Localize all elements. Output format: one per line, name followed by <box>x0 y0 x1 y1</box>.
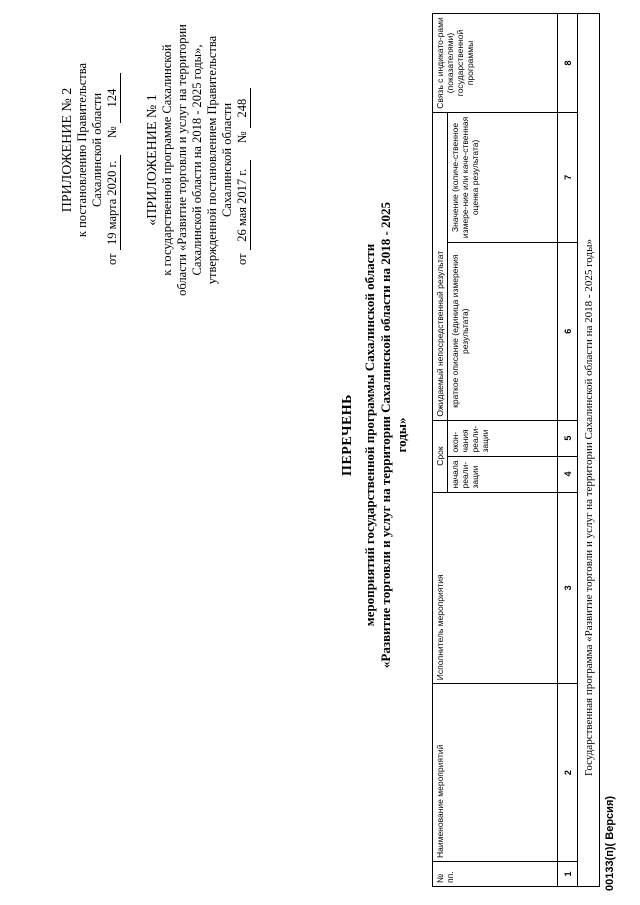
table-number-cell: 3 <box>558 492 578 684</box>
col-expected-short-header: краткое описание (единица измерения результата) <box>448 242 558 420</box>
table-number-cell: 6 <box>558 242 578 420</box>
appendix-1-no: № <box>235 131 249 144</box>
heading-block <box>340 185 410 685</box>
appendix-1-from: от <box>235 253 249 265</box>
table-number-cell: 1 <box>558 862 578 887</box>
table-number-cell: 8 <box>558 14 578 113</box>
appendix-2-date: 19 марта 2020 г. <box>105 155 121 250</box>
heading-sub2: «Развитие торговли и услуг на территории Сахалинской области на 2018 - 2025 годы» <box>378 201 409 669</box>
appendix-1-date: 26 мая 2017 г. <box>235 160 251 250</box>
col-no-header: № пп. <box>433 862 558 887</box>
appendix-1-number: 248 <box>235 88 251 128</box>
heading-sub1: мероприятий государственной программы Сахалинской области <box>362 243 377 627</box>
table-header-row-1 <box>433 14 448 887</box>
document-code: 00133(п)( Версия) <box>604 795 616 891</box>
appendix-2-from: от <box>105 253 119 265</box>
appendix-1-line5: Сахалинской области <box>220 102 234 218</box>
col-term-start-header: начала реали-зации <box>448 456 558 492</box>
col-name-header: Наименование мероприятий <box>433 684 558 862</box>
table-numbers-row <box>558 14 578 887</box>
table-program-row <box>578 14 600 887</box>
appendix-1-line2: области «Развитие торговли и услуг на территории <box>175 24 189 296</box>
appendix-1-line3: Сахалинской области на 2018 - 2025 годы», <box>190 44 204 276</box>
appendix-2-line1: к постановлению Правительства <box>75 62 89 238</box>
appendix-2-title: ПРИЛОЖЕНИЕ № 2 <box>60 87 75 213</box>
col-term-end-header: окон-чания реали-зации <box>448 420 558 456</box>
appendix-2-line2: Сахалинской области <box>90 92 104 208</box>
appendix-2-no: № <box>105 126 119 139</box>
table-number-cell: 4 <box>558 456 578 492</box>
appendix-1-title: «ПРИЛОЖЕНИЕ № 1 <box>145 94 160 226</box>
col-executor-header: Исполнитель мероприятия <box>433 492 558 684</box>
table-number-cell: 5 <box>558 420 578 456</box>
col-expected-value-header: Значение (количе-ственное измере-ние или каче-ственная оценка результата) <box>448 113 558 243</box>
table-number-cell: 7 <box>558 113 578 243</box>
page-title: ПЕРЕЧЕНЬ <box>340 394 355 476</box>
appendix-2-number: 124 <box>105 73 121 123</box>
col-term-header: Срок <box>433 420 448 492</box>
col-link-header: Связь с индикато-рами (показателями) государственной программы <box>433 14 558 113</box>
appendix-1-line4: утвержденной постановлением Правительства <box>205 35 219 285</box>
table-number-cell: 2 <box>558 684 578 862</box>
program-row-text: Государственная программа «Развитие торговли и услуг на территории Сахалинской области на 2018 - 2025 годы» <box>578 14 600 887</box>
measures-table <box>432 13 600 887</box>
appendix-2-block <box>60 35 121 265</box>
appendix-1-block <box>145 15 251 305</box>
col-expected-header: Ожидаемый непосредственный результат <box>433 113 448 421</box>
appendix-1-line1: к государственной программе Сахалинской <box>160 44 174 276</box>
